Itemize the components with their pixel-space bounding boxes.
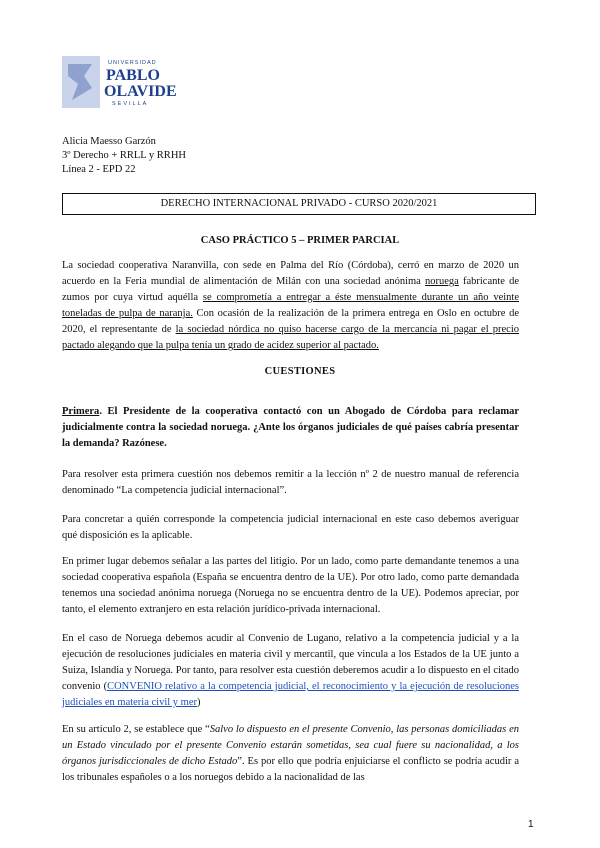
intro-underline-1: noruega xyxy=(424,276,459,287)
question-paragraph xyxy=(62,404,519,452)
convention-link[interactable]: CONVENIO relativo a la competencia judicial, el reconocimiento y la ejecución de resoluciones judiciales en materia civil y mer xyxy=(62,681,519,708)
course-header-box xyxy=(62,193,536,215)
question-label: Primera xyxy=(62,406,100,417)
course-title: DERECHO INTERNACIONAL PRIVADO - CURSO 2020/2021 xyxy=(160,198,438,209)
author-degree: 3º Derecho + RRLL y RRHH xyxy=(62,150,186,161)
intro-text-1: La sociedad cooperativa Naranvilla, con sede en Palma del Río (Córdoba), cerró en marzo de 2020 un acuerdo en la Feria mundial de alimentación de Milán con una sociedad anónima xyxy=(62,260,519,287)
author-group: Línea 2 - EPD 22 xyxy=(62,164,136,175)
logo-line3: OLAVIDE xyxy=(104,83,177,100)
intro-text-3: Con ocasión de la realización de la primera entrega en Oslo en octubre de 2020, el representante de xyxy=(62,308,519,335)
paragraph-5-text-2: ”. Es por ello que podría enjuiciarse el conflicto se podría acudir a los tribunales españoles o a los noruegos debido a la nacionalidad de las xyxy=(62,756,519,783)
intro-paragraph xyxy=(62,258,519,354)
intro-underline-3: la sociedad nórdica no quiso hacerse cargo de la mercancía ni pagar el precio pactado alegando que la pulpa tenía un grado de acidez superior al pactado. xyxy=(62,324,519,351)
author-name: Alicia Maesso Garzón xyxy=(62,136,156,147)
paragraph-1: Para resolver esta primera cuestión nos debemos remitir a la lección nº 2 de nuestro manual de referencia denominado “La competencia judicial internacional”. xyxy=(62,469,519,496)
logo-line4: SEVILLA xyxy=(112,101,149,107)
university-logo xyxy=(62,56,177,108)
paragraph-4-end: ) xyxy=(197,697,201,708)
page-number: 1 xyxy=(528,819,534,830)
case-title: CASO PRÁCTICO 5 – PRIMER PARCIAL xyxy=(200,235,400,246)
paragraph-5-text-1: En su artículo 2, se establece que “ xyxy=(62,724,210,735)
paragraph-5-quote: Salvo lo dispuesto en el presente Convenio, las personas domiciliadas en un Estado vinculado por el presente Convenio estarán sometidas, sea cual fuere su nacionalidad, a los órganos jurisdiccionales de dicho Estado xyxy=(62,724,520,767)
intro-text-2: fabricante de zumos por cuya virtud aquélla xyxy=(62,276,519,303)
intro-underline-2: se comprometía a entregar a éste mensualmente durante un año veinte toneladas de pulpa de naranja. xyxy=(62,292,519,319)
logo-line1: UNIVERSIDAD xyxy=(108,60,157,66)
logo-line2: PABLO xyxy=(106,67,160,84)
paragraph-4-text: En el caso de Noruega debemos acudir al Convenio de Lugano, relativo a la competencia judicial y a la ejecución de resoluciones judiciales en materia civil y mercantil, que vincula a los Estados de la UE junto a Suiza, Islandia y Noruega. Por tanto, para resolver esta cuestión deberemos acudir a lo dispuesto en el citado convenio ( xyxy=(62,633,519,692)
paragraph-4 xyxy=(62,631,519,711)
section-title: CUESTIONES xyxy=(264,366,336,377)
paragraph-5 xyxy=(62,722,519,786)
paragraph-3: En primer lugar debemos señalar a las partes del litigio. Por un lado, como parte demandante tenemos a una sociedad cooperativa española (España se encuentra dentro de la UE). Por otro lado, como parte demandada tenemos una sociedad anónima noruega (Noruega no se encuentra dentro de la UE). Podemos apreciar, por tanto, el elemento extranjero en esta relación jurídico-privada internacional. xyxy=(62,556,519,615)
author-block xyxy=(62,135,186,177)
paragraph-2: Para concretar a quién corresponde la competencia judicial internacional en este caso debemos averiguar qué disposición es la aplicable. xyxy=(62,514,519,541)
question-text: . El Presidente de la cooperativa contactó con un Abogado de Córdoba para reclamar judicialmente contra la sociedad noruega. ¿Ante los órganos judiciales de qué países cabría presentar la demanda? Razónese. xyxy=(62,406,519,449)
